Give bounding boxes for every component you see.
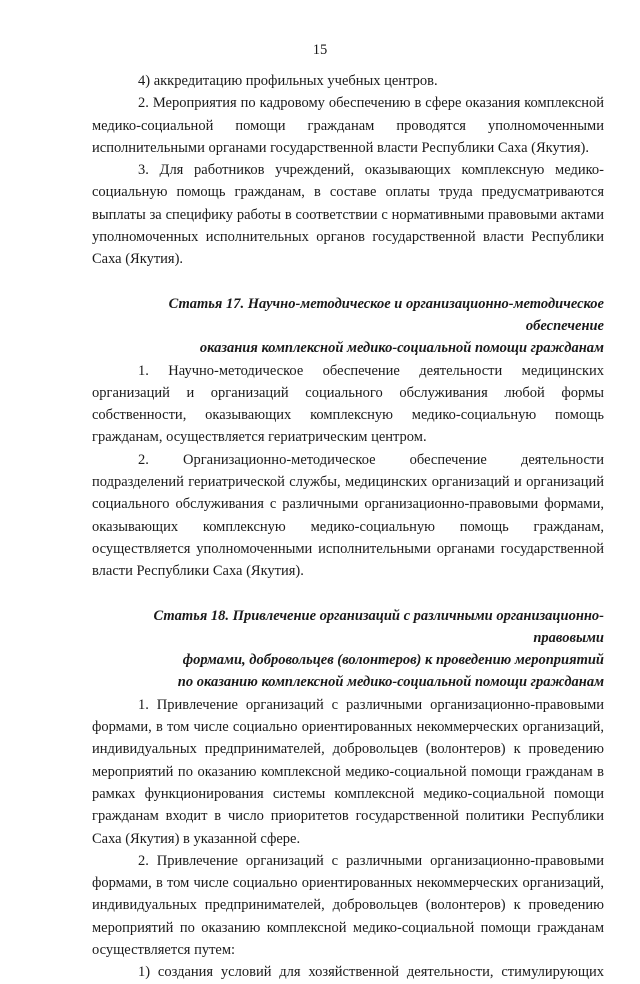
article-18-heading-line-1: Статья 18. Привлечение организаций с различными организационно-правовыми <box>153 607 604 646</box>
article-18-paragraph-1: 1. Привлечение организаций с различными организационно-правовыми формами, в том числе социально ориентированных некоммерческих организаций, индивидуальных предпринимателей, добровольцев (волонтеров) к проведению мероприятий по оказанию комплексной медико-социальной помощи гражданам в рамках функционирования системы комплексной медико-социальной помощи гражданам входит в число приоритетов государственной политики Республики Саха (Якутия) в указанной сфере. <box>92 696 604 847</box>
article-18-heading-line-2: формами, добровольцев (волонтеров) к проведению мероприятий <box>182 652 604 669</box>
page-number: 15 <box>312 42 328 58</box>
document-body <box>92 70 604 984</box>
article-18-heading <box>92 605 604 694</box>
article-17-heading <box>92 293 604 360</box>
article-17-heading-line-2: оказания комплексной медико-социальной помощи гражданам <box>199 340 604 357</box>
article-18-paragraph-2: 2. Привлечение организаций с различными организационно-правовыми формами, в том числе социально ориентированных некоммерческих организаций, индивидуальных предпринимателей, добровольцев (волонтеров) к проведению мероприятий по оказанию комплексной медико-социальной помощи гражданам осуществляется путем: <box>92 852 604 958</box>
list-item-accreditation: 4) аккредитацию профильных учебных центров. <box>138 73 438 89</box>
paragraph-payments: 3. Для работников учреждений, оказывающих комплексную медико-социальную помощь гражданам, в составе оплаты труда предусматриваются выплаты за специфику работы в соответствии с нормативными правовыми актами уполномоченных исполнительных органов государственной власти Республики Саха (Якутия). <box>92 162 604 268</box>
article-17-paragraph-2: 2. Организационно-методическое обеспечение деятельности подразделений гериатрической службы, медицинских организаций и организаций социального обслуживания с различными организационно-правовыми формами, оказывающих комплексную медико-социальную помощь гражданам, осуществляется уполномоченными исполнительными органами государственной власти Республики Саха (Якутия). <box>92 451 604 580</box>
article-17-paragraph-1: 1. Научно-методическое обеспечение деятельности медицинских организаций и организаций социального обслуживания любой формы собственности, оказывающих комплексную медико-социальную помощь гражданам, осуществляется гериатрическим центром. <box>92 362 604 446</box>
article-17-heading-line-1: Статья 17. Научно-методическое и организационно-методическое обеспечение <box>168 295 604 334</box>
article-18-heading-line-3: по оказанию комплексной медико-социальной помощи гражданам <box>177 674 604 691</box>
article-18-list-item-1: 1) создания условий для хозяйственной деятельности, стимулирующих <box>138 964 604 981</box>
paragraph-staffing: 2. Мероприятия по кадровому обеспечению в сфере оказания комплексной медико-социальной помощи гражданам проводятся уполномоченными исполнительными органами государственной власти Республики Саха (Якутия). <box>92 95 604 156</box>
